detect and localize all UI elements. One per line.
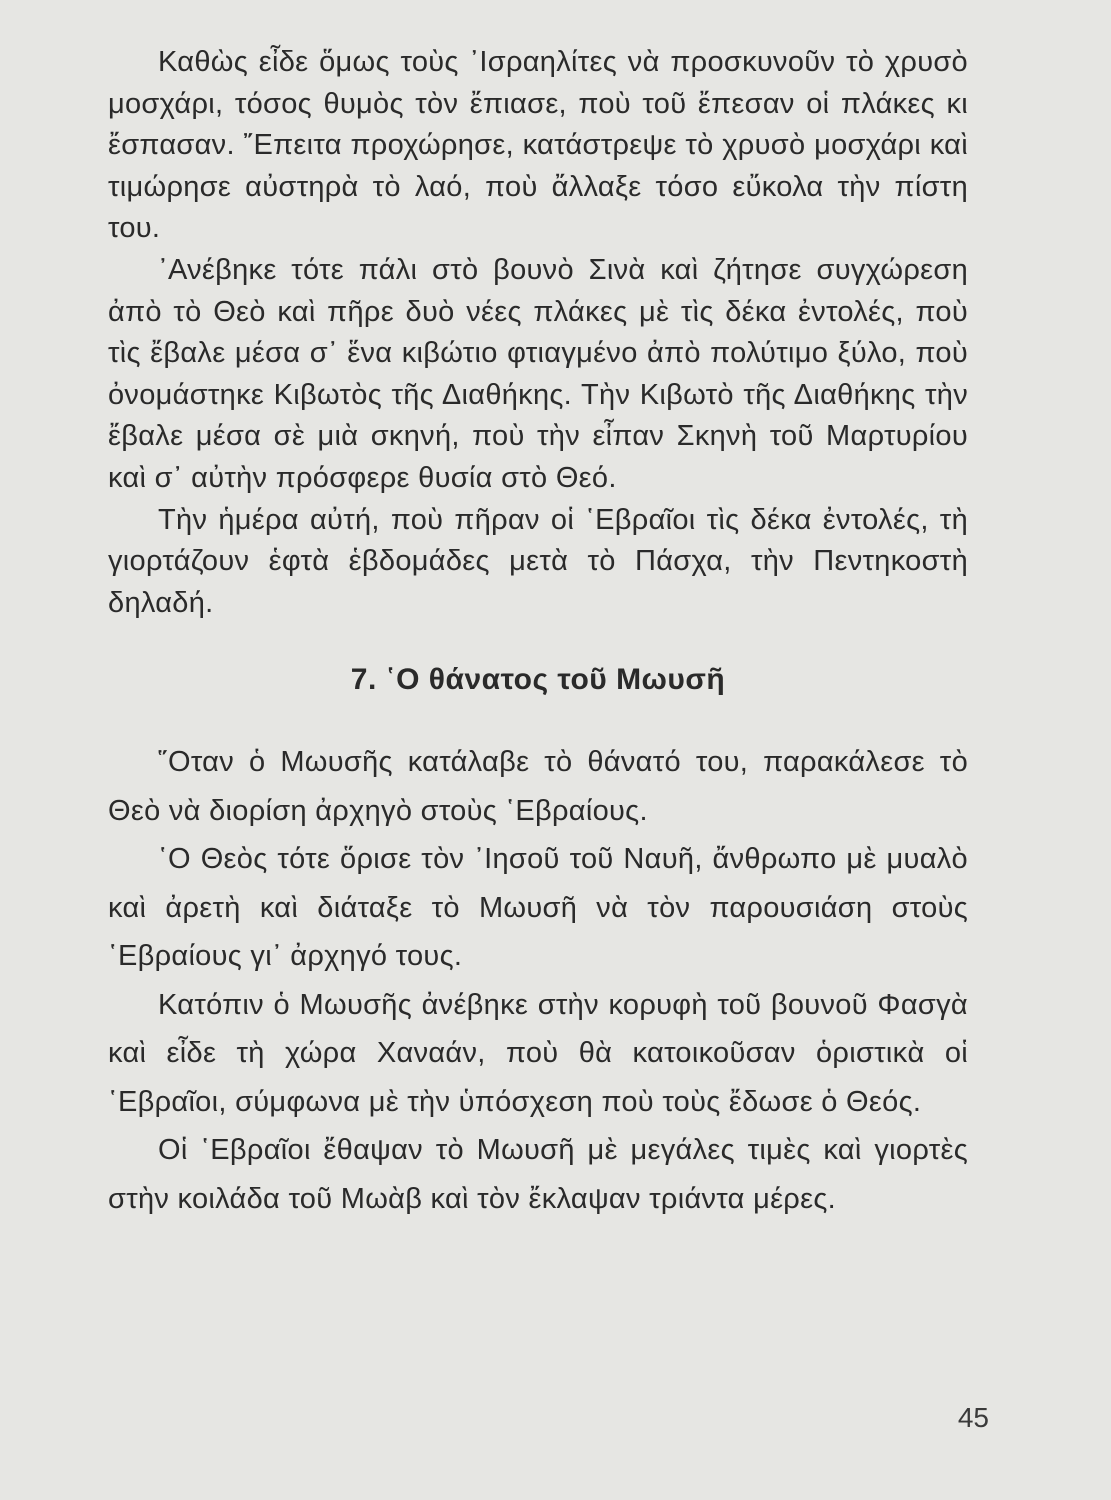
paragraph: ῞Οταν ὁ Μωυσῆς κατάλαβε τὸ θάνατό του, παρακάλεσε τὸ Θεὸ νὰ διορίση ἀρχηγὸ στοὺς ῾Εβραίους.: [108, 746, 968, 827]
section-death-of-moses: [108, 738, 968, 1223]
paragraph: Κατόπιν ὁ Μωυσῆς ἀνέβηκε στὴν κορυφὴ τοῦ βουνοῦ Φασγὰ καὶ εἶδε τὴ χώρα Χαναάν, ποὺ θὰ κατοικοῦσαν ὁριστικὰ οἱ ῾Εβραῖοι, σύμφωνα μὲ τὴν ὑπόσχεση ποὺ τοὺς ἔδωσε ὁ Θεός.: [108, 988, 968, 1118]
page-body: [108, 42, 968, 1223]
paragraph: ᾿Ανέβηκε τότε πάλι στὸ βουνὸ Σινὰ καὶ ζήτησε συγχώρεση ἀπὸ τὸ Θεὸ καὶ πῆρε δυὸ νέες πλάκες μὲ τὶς δέκα ἐντολές, ποὺ τὶς ἔβαλε μέσα σ᾿ ἕνα κιβώτιο φτιαγμένο ἀπὸ πολύτιμο ξύλο, ποὺ ὀνομάστηκε Κιβωτὸς τῆς Διαθήκης. Τὴν Κιβωτὸ τῆς Διαθήκης τὴν ἔβαλε μέσα σὲ μιὰ σκηνή, ποὺ τὴν εἶπαν Σκηνὴ τοῦ Μαρτυρίου καὶ σ᾿ αὐτὴν πρόσφερε θυσία στὸ Θεό.: [108, 253, 968, 494]
page-number: 45: [957, 1402, 989, 1433]
paragraph: Καθὼς εἶδε ὅμως τοὺς ᾿Ισραηλίτες νὰ προσκυνοῦν τὸ χρυσὸ μοσχάρι, τόσος θυμὸς τὸν ἔπιασε, ποὺ τοῦ ἔπεσαν οἱ πλάκες κι ἔσπασαν. ῎Επειτα προχώρησε, κατάστρεψε τὸ χρυσὸ μοσχάρι καὶ τιμώρησε αὐστηρὰ τὸ λαό, ποὺ ἄλλαξε τόσο εὔκολα τὴν πίστη του.: [108, 46, 968, 245]
paragraph: ῾Ο Θεὸς τότε ὅρισε τὸν ᾿Ιησοῦ τοῦ Ναυῆ, ἄνθρωπο μὲ μυαλὸ καὶ ἀρετὴ καὶ διάταξε τὸ Μωυσῆ νὰ τὸν παρουσιάση στοὺς ῾Εβραίους γι᾿ ἀρχηγό τους.: [108, 843, 968, 973]
paragraph: Οἱ ῾Εβραῖοι ἔθαψαν τὸ Μωυσῆ μὲ μεγάλες τιμὲς καὶ γιορτὲς στὴν κοιλάδα τοῦ Μωὰβ καὶ τὸν ἔκλαψαν τριάντα μέρες.: [108, 1134, 968, 1215]
paragraph: Τὴν ἡμέρα αὐτή, ποὺ πῆραν οἱ ῾Εβραῖοι τὶς δέκα ἐντολές, τὴ γιορτάζουν ἑφτὰ ἑβδομάδες μετὰ τὸ Πάσχα, τὴν Πεντηκοστὴ δηλαδή.: [108, 503, 968, 619]
section-heading: 7. ῾Ο θάνατος τοῦ Μωυσῆ: [350, 663, 726, 697]
section-golden-calf: [108, 42, 968, 624]
